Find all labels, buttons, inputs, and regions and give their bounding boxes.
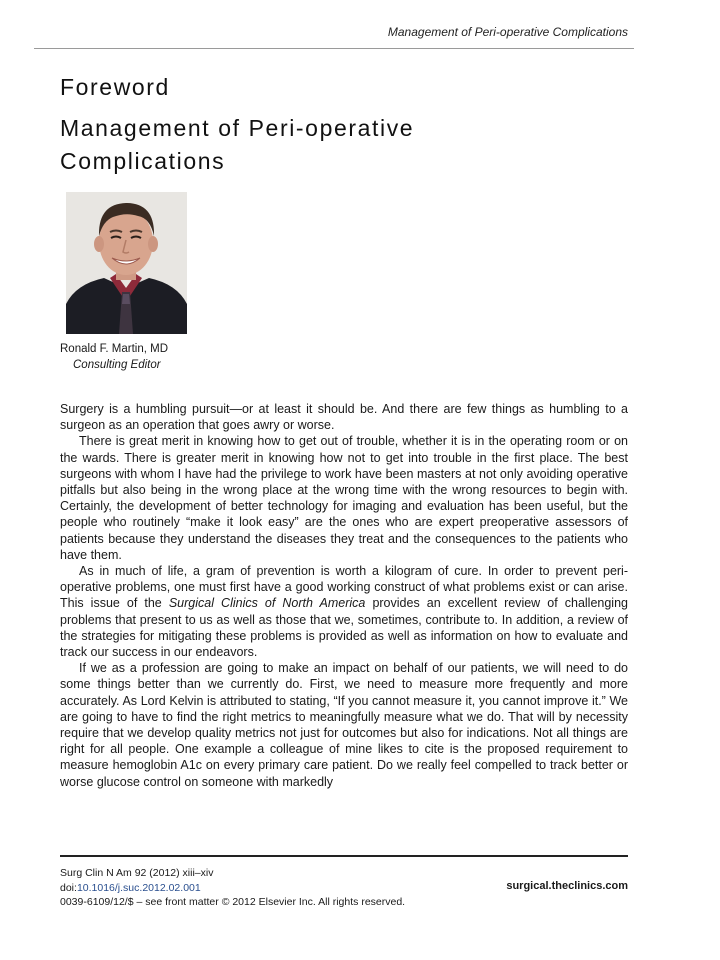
doi-link[interactable]: 10.1016/j.suc.2012.02.001 xyxy=(76,881,201,894)
running-head: Management of Peri-operative Complications xyxy=(387,25,628,39)
footer-rule xyxy=(60,855,628,857)
journal-name: Surgical Clinics of North America xyxy=(168,596,366,611)
copyright: 0039-6109/12/$ – see front matter © 2012 Elsevier Inc. All rights reserved. xyxy=(60,896,406,908)
article-title: Management of Peri-operative Complications xyxy=(60,115,415,174)
journal-website[interactable]: surgical.theclinics.com xyxy=(506,880,628,892)
article-body xyxy=(60,401,628,790)
paragraph-4: If we as a profession are going to make an impact on behalf of our patients, we will need to do some things better than we currently do. First, we need to measure more frequently and more accurately. As Lord Kelvin is attributed to stating, “If you cannot measure it, you cannot improve it.” We are going to have to find the right metrics to meaningfully measure what we do. That will by necessity require that we develop quality metrics not just for outcomes but also for indications. Not all things are right for all people. One example a colleague of mine likes to cite is the proposed requirement to measure hemoglobin A1c on every primary care patient. Do we really feel compelled to track better or worse glucose control on someone with markedly xyxy=(60,661,628,789)
footer-citation-block xyxy=(60,866,405,910)
section-label: Foreword xyxy=(60,74,170,100)
paragraph-3 xyxy=(60,563,628,660)
doi-label: doi: xyxy=(60,881,77,894)
paragraph-1: Surgery is a humbling pursuit—or at least it should be. And there are few things as humbling to a surgeon as an operation that goes awry or worse. xyxy=(60,402,628,433)
citation: Surg Clin N Am 92 (2012) xiii–xiv xyxy=(60,867,214,879)
author-name: Ronald F. Martin, MD xyxy=(60,343,169,355)
doi-line xyxy=(60,881,405,896)
paragraph-3-text-start: As in much of life, a gram of prevention is worth a kilogram of cure. In order to prevent peri-operative problems, one must first have a good working construct of what problems exist or can arise. This issue of the xyxy=(60,564,628,611)
paragraph-2: There is great merit in knowing how to get out of trouble, whether it is in the operating room or on the wards. There is greater merit in knowing how not to get into trouble in the first place. The best surgeons with whom I have had the privilege to work have been masters at not only avoiding operative pitfalls but also being in the wrong place at the wrong time with the wrong resources to begin with. Certainly, the development of better technology for imaging and evaluation has been useful, but the people who routinely “make it look easy” are the ones who are expert preoperative assessors of patients because they understand the diseases they treat and the consequences to the patients who have them. xyxy=(60,434,628,562)
author-role: Consulting Editor xyxy=(73,359,161,371)
author-photo xyxy=(66,192,187,334)
header-rule xyxy=(34,48,634,49)
paragraph-3-text-end: provides an excellent review of challenging problems that present to us as well as those that we, sometimes, contribute to. In addition, a review of the strategies for mitigating these problems is provided as well as information on how to evaluate and track our success in our endeavors. xyxy=(60,596,628,660)
